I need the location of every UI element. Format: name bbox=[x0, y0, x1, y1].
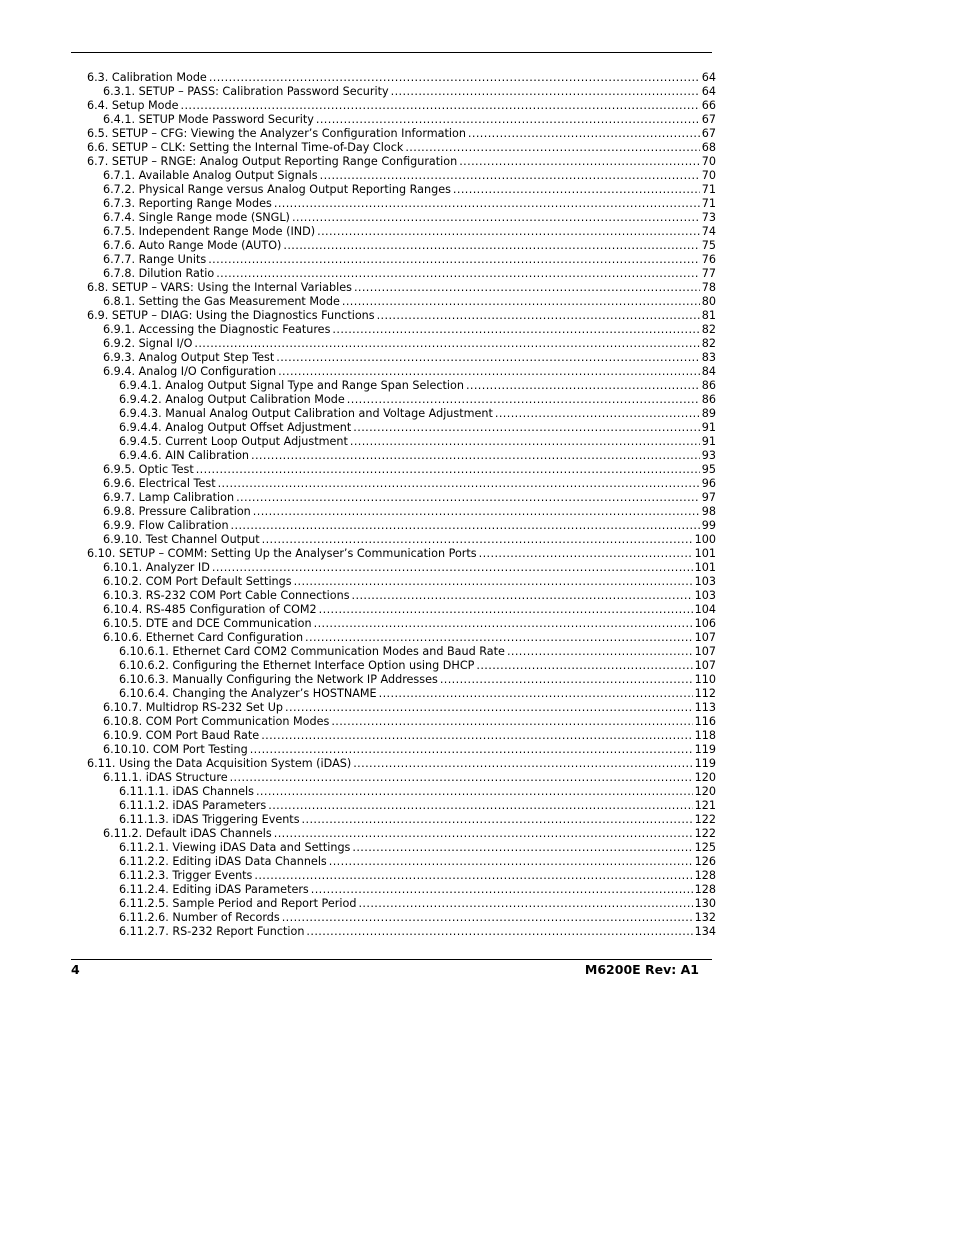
toc-entry-title: 6.9.4.4. Analog Output Offset Adjustment bbox=[119, 421, 352, 434]
toc-entry[interactable] bbox=[87, 701, 716, 715]
toc-entry-title: 6.5. SETUP – CFG: Viewing the Analyzer’s Configuration Information bbox=[87, 127, 466, 140]
toc-entry-page: 101 bbox=[694, 547, 716, 560]
toc-entry-title: 6.9.4.3. Manual Analog Output Calibration and Voltage Adjustment bbox=[119, 407, 493, 420]
footer-doc-id: M6200E Rev: A1 bbox=[584, 962, 699, 977]
toc-entry-page: 84 bbox=[701, 365, 716, 378]
toc-entry[interactable] bbox=[87, 85, 716, 99]
toc-entry-page: 95 bbox=[701, 463, 716, 476]
toc-entry-page: 119 bbox=[694, 757, 716, 770]
toc-entry[interactable] bbox=[87, 925, 716, 939]
toc-leader-dots bbox=[218, 477, 700, 491]
toc-entry-page: 83 bbox=[701, 351, 716, 364]
toc-entry-page: 82 bbox=[701, 337, 716, 350]
toc-entry-page: 91 bbox=[701, 421, 716, 434]
toc-entry-title: 6.7.7. Range Units bbox=[103, 253, 207, 266]
toc-entry[interactable] bbox=[87, 799, 716, 813]
toc-entry[interactable] bbox=[87, 477, 716, 491]
toc-entry-page: 110 bbox=[694, 673, 716, 686]
toc-entry-title: 6.9.4. Analog I/O Configuration bbox=[103, 365, 277, 378]
toc-entry-title: 6.9.7. Lamp Calibration bbox=[103, 491, 235, 504]
toc-entry[interactable] bbox=[87, 449, 716, 463]
toc-entry-page: 107 bbox=[694, 645, 716, 658]
toc-entry-title: 6.9.4.1. Analog Output Signal Type and Range Span Selection bbox=[119, 379, 464, 392]
toc-entry-title: 6.11.2.6. Number of Records bbox=[119, 911, 280, 924]
toc-entry[interactable] bbox=[87, 589, 716, 603]
toc-entry[interactable] bbox=[87, 533, 716, 547]
toc-entry-title: 6.11.1.2. iDAS Parameters bbox=[119, 799, 267, 812]
toc-entry-title: 6.7.1. Available Analog Output Signals bbox=[103, 169, 318, 182]
toc-entry-title: 6.6. SETUP – CLK: Setting the Internal Time-of-Day Clock bbox=[87, 141, 404, 154]
footer-page-number: 4 bbox=[71, 962, 80, 977]
toc-entry-title: 6.10.2. COM Port Default Settings bbox=[103, 575, 292, 588]
toc-entry[interactable] bbox=[87, 295, 716, 309]
toc-entry[interactable] bbox=[87, 393, 716, 407]
toc-entry-page: 104 bbox=[694, 603, 716, 616]
toc-entry-page: 122 bbox=[694, 813, 716, 826]
header-rule bbox=[71, 52, 712, 53]
toc-entry-page: 132 bbox=[694, 911, 716, 924]
toc-entry-page: 97 bbox=[701, 491, 716, 504]
toc-entry-title: 6.9.4.2. Analog Output Calibration Mode bbox=[119, 393, 345, 406]
toc-entry-page: 128 bbox=[694, 869, 716, 882]
toc-entry[interactable] bbox=[87, 337, 716, 351]
toc-entry-title: 6.11.2. Default iDAS Channels bbox=[103, 827, 272, 840]
toc-leader-dots bbox=[332, 323, 699, 337]
toc-entry[interactable] bbox=[87, 603, 716, 617]
toc-entry-title: 6.10.5. DTE and DCE Communication bbox=[103, 617, 312, 630]
toc-entry-page: 125 bbox=[694, 841, 716, 854]
toc-leader-dots bbox=[453, 183, 700, 197]
toc-entry-page: 89 bbox=[701, 407, 716, 420]
toc-entry-title: 6.8. SETUP – VARS: Using the Internal Variables bbox=[87, 281, 352, 294]
toc-entry-page: 64 bbox=[701, 85, 716, 98]
toc-leader-dots bbox=[459, 155, 700, 169]
toc-leader-dots bbox=[278, 365, 700, 379]
toc-entry-title: 6.9.3. Analog Output Step Test bbox=[103, 351, 275, 364]
toc-leader-dots bbox=[342, 295, 700, 309]
toc-entry[interactable] bbox=[87, 743, 716, 757]
toc-leader-dots bbox=[251, 449, 700, 463]
toc-entry-title: 6.9.10. Test Channel Output bbox=[103, 533, 260, 546]
toc-entry[interactable] bbox=[87, 113, 716, 127]
toc-entry[interactable] bbox=[87, 183, 716, 197]
toc-entry[interactable] bbox=[87, 785, 716, 799]
toc-entry-title: 6.11.1.1. iDAS Channels bbox=[119, 785, 254, 798]
toc-entry[interactable] bbox=[87, 757, 716, 771]
toc-entry[interactable] bbox=[87, 505, 716, 519]
toc-entry-page: 100 bbox=[694, 533, 716, 546]
toc-entry-page: 70 bbox=[701, 155, 716, 168]
toc-leader-dots bbox=[316, 113, 700, 127]
toc-entry-title: 6.7.3. Reporting Range Modes bbox=[103, 197, 272, 210]
toc-entry[interactable] bbox=[87, 771, 716, 785]
toc-leader-dots bbox=[253, 505, 700, 519]
toc-entry-title: 6.10.6.2. Configuring the Ethernet Interface Option using DHCP bbox=[119, 659, 475, 672]
toc-entry-page: 130 bbox=[694, 897, 716, 910]
toc-entry[interactable] bbox=[87, 309, 716, 323]
toc-leader-dots bbox=[479, 547, 693, 561]
toc-leader-dots bbox=[294, 575, 693, 589]
toc-leader-dots bbox=[358, 897, 692, 911]
toc-leader-dots bbox=[194, 337, 699, 351]
toc-entry[interactable] bbox=[87, 813, 716, 827]
toc-leader-dots bbox=[320, 169, 700, 183]
toc-entry-title: 6.8.1. Setting the Gas Measurement Mode bbox=[103, 295, 340, 308]
toc-entry-page: 73 bbox=[701, 211, 716, 224]
toc-entry[interactable] bbox=[87, 379, 716, 393]
toc-entry[interactable] bbox=[87, 267, 716, 281]
toc-entry-title: 6.10.1. Analyzer ID bbox=[103, 561, 210, 574]
toc-entry-title: 6.9. SETUP – DIAG: Using the Diagnostics Functions bbox=[87, 309, 375, 322]
toc-leader-dots bbox=[212, 561, 693, 575]
toc-entry-title: 6.10.6.1. Ethernet Card COM2 Communication Modes and Baud Rate bbox=[119, 645, 505, 658]
toc-entry-page: 66 bbox=[701, 99, 716, 112]
toc-entry-page: 67 bbox=[701, 113, 716, 126]
toc-entry-page: 126 bbox=[694, 855, 716, 868]
toc-leader-dots bbox=[256, 785, 693, 799]
toc-entry[interactable] bbox=[87, 141, 716, 155]
toc-entry-title: 6.9.6. Electrical Test bbox=[103, 477, 216, 490]
toc-leader-dots bbox=[276, 351, 699, 365]
toc-entry-page: 70 bbox=[701, 169, 716, 182]
toc-entry-page: 78 bbox=[701, 281, 716, 294]
toc-entry-title: 6.11. Using the Data Acquisition System (iDAS) bbox=[87, 757, 352, 770]
toc-leader-dots bbox=[331, 715, 692, 729]
toc-entry-title: 6.10.6. Ethernet Card Configuration bbox=[103, 631, 304, 644]
toc-entry-page: 93 bbox=[701, 449, 716, 462]
toc-entry-page: 64 bbox=[701, 71, 716, 84]
toc-entry-title: 6.11.2.1. Viewing iDAS Data and Settings bbox=[119, 841, 351, 854]
toc-leader-dots bbox=[377, 309, 700, 323]
toc-entry-page: 120 bbox=[694, 785, 716, 798]
toc-entry-page: 99 bbox=[701, 519, 716, 532]
toc-entry[interactable] bbox=[87, 351, 716, 365]
toc-entry-page: 121 bbox=[694, 799, 716, 812]
table-of-contents bbox=[87, 71, 716, 939]
toc-leader-dots bbox=[285, 701, 693, 715]
toc-entry-title: 6.3. Calibration Mode bbox=[87, 71, 207, 84]
toc-leader-dots bbox=[391, 85, 700, 99]
toc-entry-title: 6.11.2.4. Editing iDAS Parameters bbox=[119, 883, 309, 896]
toc-entry-title: 6.7.6. Auto Range Mode (AUTO) bbox=[103, 239, 282, 252]
toc-entry[interactable] bbox=[87, 897, 716, 911]
toc-entry-title: 6.11.2.5. Sample Period and Report Period bbox=[119, 897, 357, 910]
toc-entry[interactable] bbox=[87, 239, 716, 253]
toc-entry-page: 71 bbox=[701, 197, 716, 210]
toc-entry[interactable] bbox=[87, 855, 716, 869]
toc-leader-dots bbox=[181, 99, 700, 113]
toc-leader-dots bbox=[507, 645, 693, 659]
toc-leader-dots bbox=[405, 141, 699, 155]
toc-entry-page: 103 bbox=[694, 575, 716, 588]
toc-entry[interactable] bbox=[87, 911, 716, 925]
toc-entry-page: 96 bbox=[701, 477, 716, 490]
toc-entry-title: 6.10.3. RS-232 COM Port Cable Connections bbox=[103, 589, 350, 602]
toc-entry[interactable] bbox=[87, 827, 716, 841]
toc-leader-dots bbox=[208, 253, 700, 267]
toc-leader-dots bbox=[466, 379, 700, 393]
toc-leader-dots bbox=[353, 421, 699, 435]
toc-leader-dots bbox=[476, 659, 692, 673]
toc-entry-page: 113 bbox=[694, 701, 716, 714]
toc-leader-dots bbox=[302, 813, 693, 827]
toc-entry-title: 6.4.1. SETUP Mode Password Security bbox=[103, 113, 314, 126]
toc-entry-page: 107 bbox=[694, 659, 716, 672]
toc-entry[interactable] bbox=[87, 547, 716, 561]
toc-entry[interactable] bbox=[87, 407, 716, 421]
toc-leader-dots bbox=[209, 71, 700, 85]
toc-entry-title: 6.10. SETUP – COMM: Setting Up the Analyser’s Communication Ports bbox=[87, 547, 477, 560]
toc-entry-page: 116 bbox=[694, 715, 716, 728]
toc-entry-page: 119 bbox=[694, 743, 716, 756]
toc-entry[interactable] bbox=[87, 435, 716, 449]
toc-entry-title: 6.11.1. iDAS Structure bbox=[103, 771, 228, 784]
toc-entry-title: 6.11.2.3. Trigger Events bbox=[119, 869, 253, 882]
toc-entry[interactable] bbox=[87, 211, 716, 225]
toc-leader-dots bbox=[495, 407, 700, 421]
toc-entry-title: 6.9.4.5. Current Loop Output Adjustment bbox=[119, 435, 348, 448]
toc-entry-title: 6.10.9. COM Port Baud Rate bbox=[103, 729, 260, 742]
toc-entry-title: 6.7.4. Single Range mode (SNGL) bbox=[103, 211, 290, 224]
toc-entry[interactable] bbox=[87, 127, 716, 141]
toc-entry-page: 76 bbox=[701, 253, 716, 266]
toc-entry-page: 101 bbox=[694, 561, 716, 574]
toc-entry[interactable] bbox=[87, 463, 716, 477]
toc-leader-dots bbox=[468, 127, 700, 141]
toc-leader-dots bbox=[268, 799, 692, 813]
toc-leader-dots bbox=[354, 281, 700, 295]
toc-entry[interactable] bbox=[87, 155, 716, 169]
toc-entry-page: 107 bbox=[694, 631, 716, 644]
toc-leader-dots bbox=[350, 435, 700, 449]
toc-entry-title: 6.10.8. COM Port Communication Modes bbox=[103, 715, 330, 728]
toc-leader-dots bbox=[352, 589, 693, 603]
toc-leader-dots bbox=[329, 855, 693, 869]
footer-rule bbox=[71, 959, 712, 960]
toc-entry[interactable] bbox=[87, 883, 716, 897]
toc-entry-title: 6.7.8. Dilution Ratio bbox=[103, 267, 215, 280]
toc-entry-page: 68 bbox=[701, 141, 716, 154]
toc-leader-dots bbox=[306, 925, 692, 939]
toc-entry-page: 112 bbox=[694, 687, 716, 700]
toc-entry-title: 6.9.8. Pressure Calibration bbox=[103, 505, 251, 518]
toc-entry[interactable] bbox=[87, 575, 716, 589]
toc-entry[interactable] bbox=[87, 421, 716, 435]
toc-entry-page: 103 bbox=[694, 589, 716, 602]
toc-entry-page: 75 bbox=[701, 239, 716, 252]
toc-entry[interactable] bbox=[87, 631, 716, 645]
toc-leader-dots bbox=[262, 533, 693, 547]
toc-leader-dots bbox=[250, 743, 693, 757]
toc-entry[interactable] bbox=[87, 491, 716, 505]
toc-leader-dots bbox=[317, 225, 700, 239]
toc-entry-page: 120 bbox=[694, 771, 716, 784]
toc-entry-title: 6.11.2.7. RS-232 Report Function bbox=[119, 925, 305, 938]
toc-entry-title: 6.10.7. Multidrop RS-232 Set Up bbox=[103, 701, 284, 714]
toc-entry[interactable] bbox=[87, 687, 716, 701]
toc-leader-dots bbox=[231, 519, 700, 533]
toc-entry[interactable] bbox=[87, 281, 716, 295]
toc-leader-dots bbox=[311, 883, 693, 897]
toc-entry-title: 6.10.6.4. Changing the Analyzer’s HOSTNAME bbox=[119, 687, 377, 700]
toc-entry[interactable] bbox=[87, 617, 716, 631]
toc-entry[interactable] bbox=[87, 841, 716, 855]
toc-leader-dots bbox=[196, 463, 700, 477]
toc-entry-page: 91 bbox=[701, 435, 716, 448]
toc-entry-page: 81 bbox=[701, 309, 716, 322]
toc-entry-page: 128 bbox=[694, 883, 716, 896]
toc-entry[interactable] bbox=[87, 729, 716, 743]
toc-leader-dots bbox=[440, 673, 693, 687]
toc-leader-dots bbox=[292, 211, 700, 225]
toc-leader-dots bbox=[319, 603, 693, 617]
toc-leader-dots bbox=[261, 729, 692, 743]
toc-entry-page: 134 bbox=[694, 925, 716, 938]
toc-entry-page: 80 bbox=[701, 295, 716, 308]
toc-entry[interactable] bbox=[87, 645, 716, 659]
toc-entry-title: 6.9.4.6. AIN Calibration bbox=[119, 449, 250, 462]
toc-entry-title: 6.10.10. COM Port Testing bbox=[103, 743, 248, 756]
toc-entry-page: 118 bbox=[694, 729, 716, 742]
toc-leader-dots bbox=[230, 771, 693, 785]
toc-entry-title: 6.3.1. SETUP – PASS: Calibration Password Security bbox=[103, 85, 389, 98]
toc-leader-dots bbox=[352, 841, 692, 855]
toc-leader-dots bbox=[379, 687, 693, 701]
toc-entry-title: 6.4. Setup Mode bbox=[87, 99, 179, 112]
toc-leader-dots bbox=[347, 393, 700, 407]
toc-entry-page: 122 bbox=[694, 827, 716, 840]
toc-entry-page: 106 bbox=[694, 617, 716, 630]
toc-entry-title: 6.7.2. Physical Range versus Analog Output Reporting Ranges bbox=[103, 183, 451, 196]
toc-entry-page: 77 bbox=[701, 267, 716, 280]
toc-entry[interactable] bbox=[87, 519, 716, 533]
toc-entry-page: 86 bbox=[701, 379, 716, 392]
toc-leader-dots bbox=[254, 869, 692, 883]
toc-entry-page: 67 bbox=[701, 127, 716, 140]
toc-leader-dots bbox=[314, 617, 693, 631]
toc-entry-title: 6.9.1. Accessing the Diagnostic Features bbox=[103, 323, 331, 336]
toc-entry[interactable] bbox=[87, 99, 716, 113]
toc-entry[interactable] bbox=[87, 323, 716, 337]
toc-entry[interactable] bbox=[87, 869, 716, 883]
toc-entry[interactable] bbox=[87, 659, 716, 673]
toc-leader-dots bbox=[305, 631, 693, 645]
toc-entry-title: 6.10.6.3. Manually Configuring the Network IP Addresses bbox=[119, 673, 438, 686]
toc-entry-page: 74 bbox=[701, 225, 716, 238]
toc-entry[interactable] bbox=[87, 561, 716, 575]
toc-entry[interactable] bbox=[87, 225, 716, 239]
toc-entry[interactable] bbox=[87, 253, 716, 267]
toc-entry-page: 98 bbox=[701, 505, 716, 518]
toc-leader-dots bbox=[274, 827, 693, 841]
toc-entry-title: 6.9.5. Optic Test bbox=[103, 463, 194, 476]
toc-entry-page: 86 bbox=[701, 393, 716, 406]
toc-leader-dots bbox=[353, 757, 692, 771]
toc-entry[interactable] bbox=[87, 715, 716, 729]
toc-leader-dots bbox=[216, 267, 700, 281]
toc-entry-title: 6.9.9. Flow Calibration bbox=[103, 519, 229, 532]
toc-leader-dots bbox=[274, 197, 700, 211]
toc-entry-title: 6.11.2.2. Editing iDAS Data Channels bbox=[119, 855, 327, 868]
toc-entry-title: 6.9.2. Signal I/O bbox=[103, 337, 193, 350]
toc-entry-title: 6.11.1.3. iDAS Triggering Events bbox=[119, 813, 300, 826]
toc-entry-title: 6.7.5. Independent Range Mode (IND) bbox=[103, 225, 316, 238]
toc-leader-dots bbox=[236, 491, 700, 505]
toc-entry-page: 71 bbox=[701, 183, 716, 196]
toc-entry[interactable] bbox=[87, 71, 716, 85]
toc-entry-page: 82 bbox=[701, 323, 716, 336]
toc-leader-dots bbox=[282, 911, 693, 925]
toc-entry[interactable] bbox=[87, 673, 716, 687]
toc-entry-title: 6.10.4. RS-485 Configuration of COM2 bbox=[103, 603, 317, 616]
toc-leader-dots bbox=[283, 239, 699, 253]
toc-entry-title: 6.7. SETUP – RNGE: Analog Output Reporting Range Configuration bbox=[87, 155, 458, 168]
toc-entry[interactable] bbox=[87, 169, 716, 183]
toc-entry[interactable] bbox=[87, 197, 716, 211]
toc-entry[interactable] bbox=[87, 365, 716, 379]
